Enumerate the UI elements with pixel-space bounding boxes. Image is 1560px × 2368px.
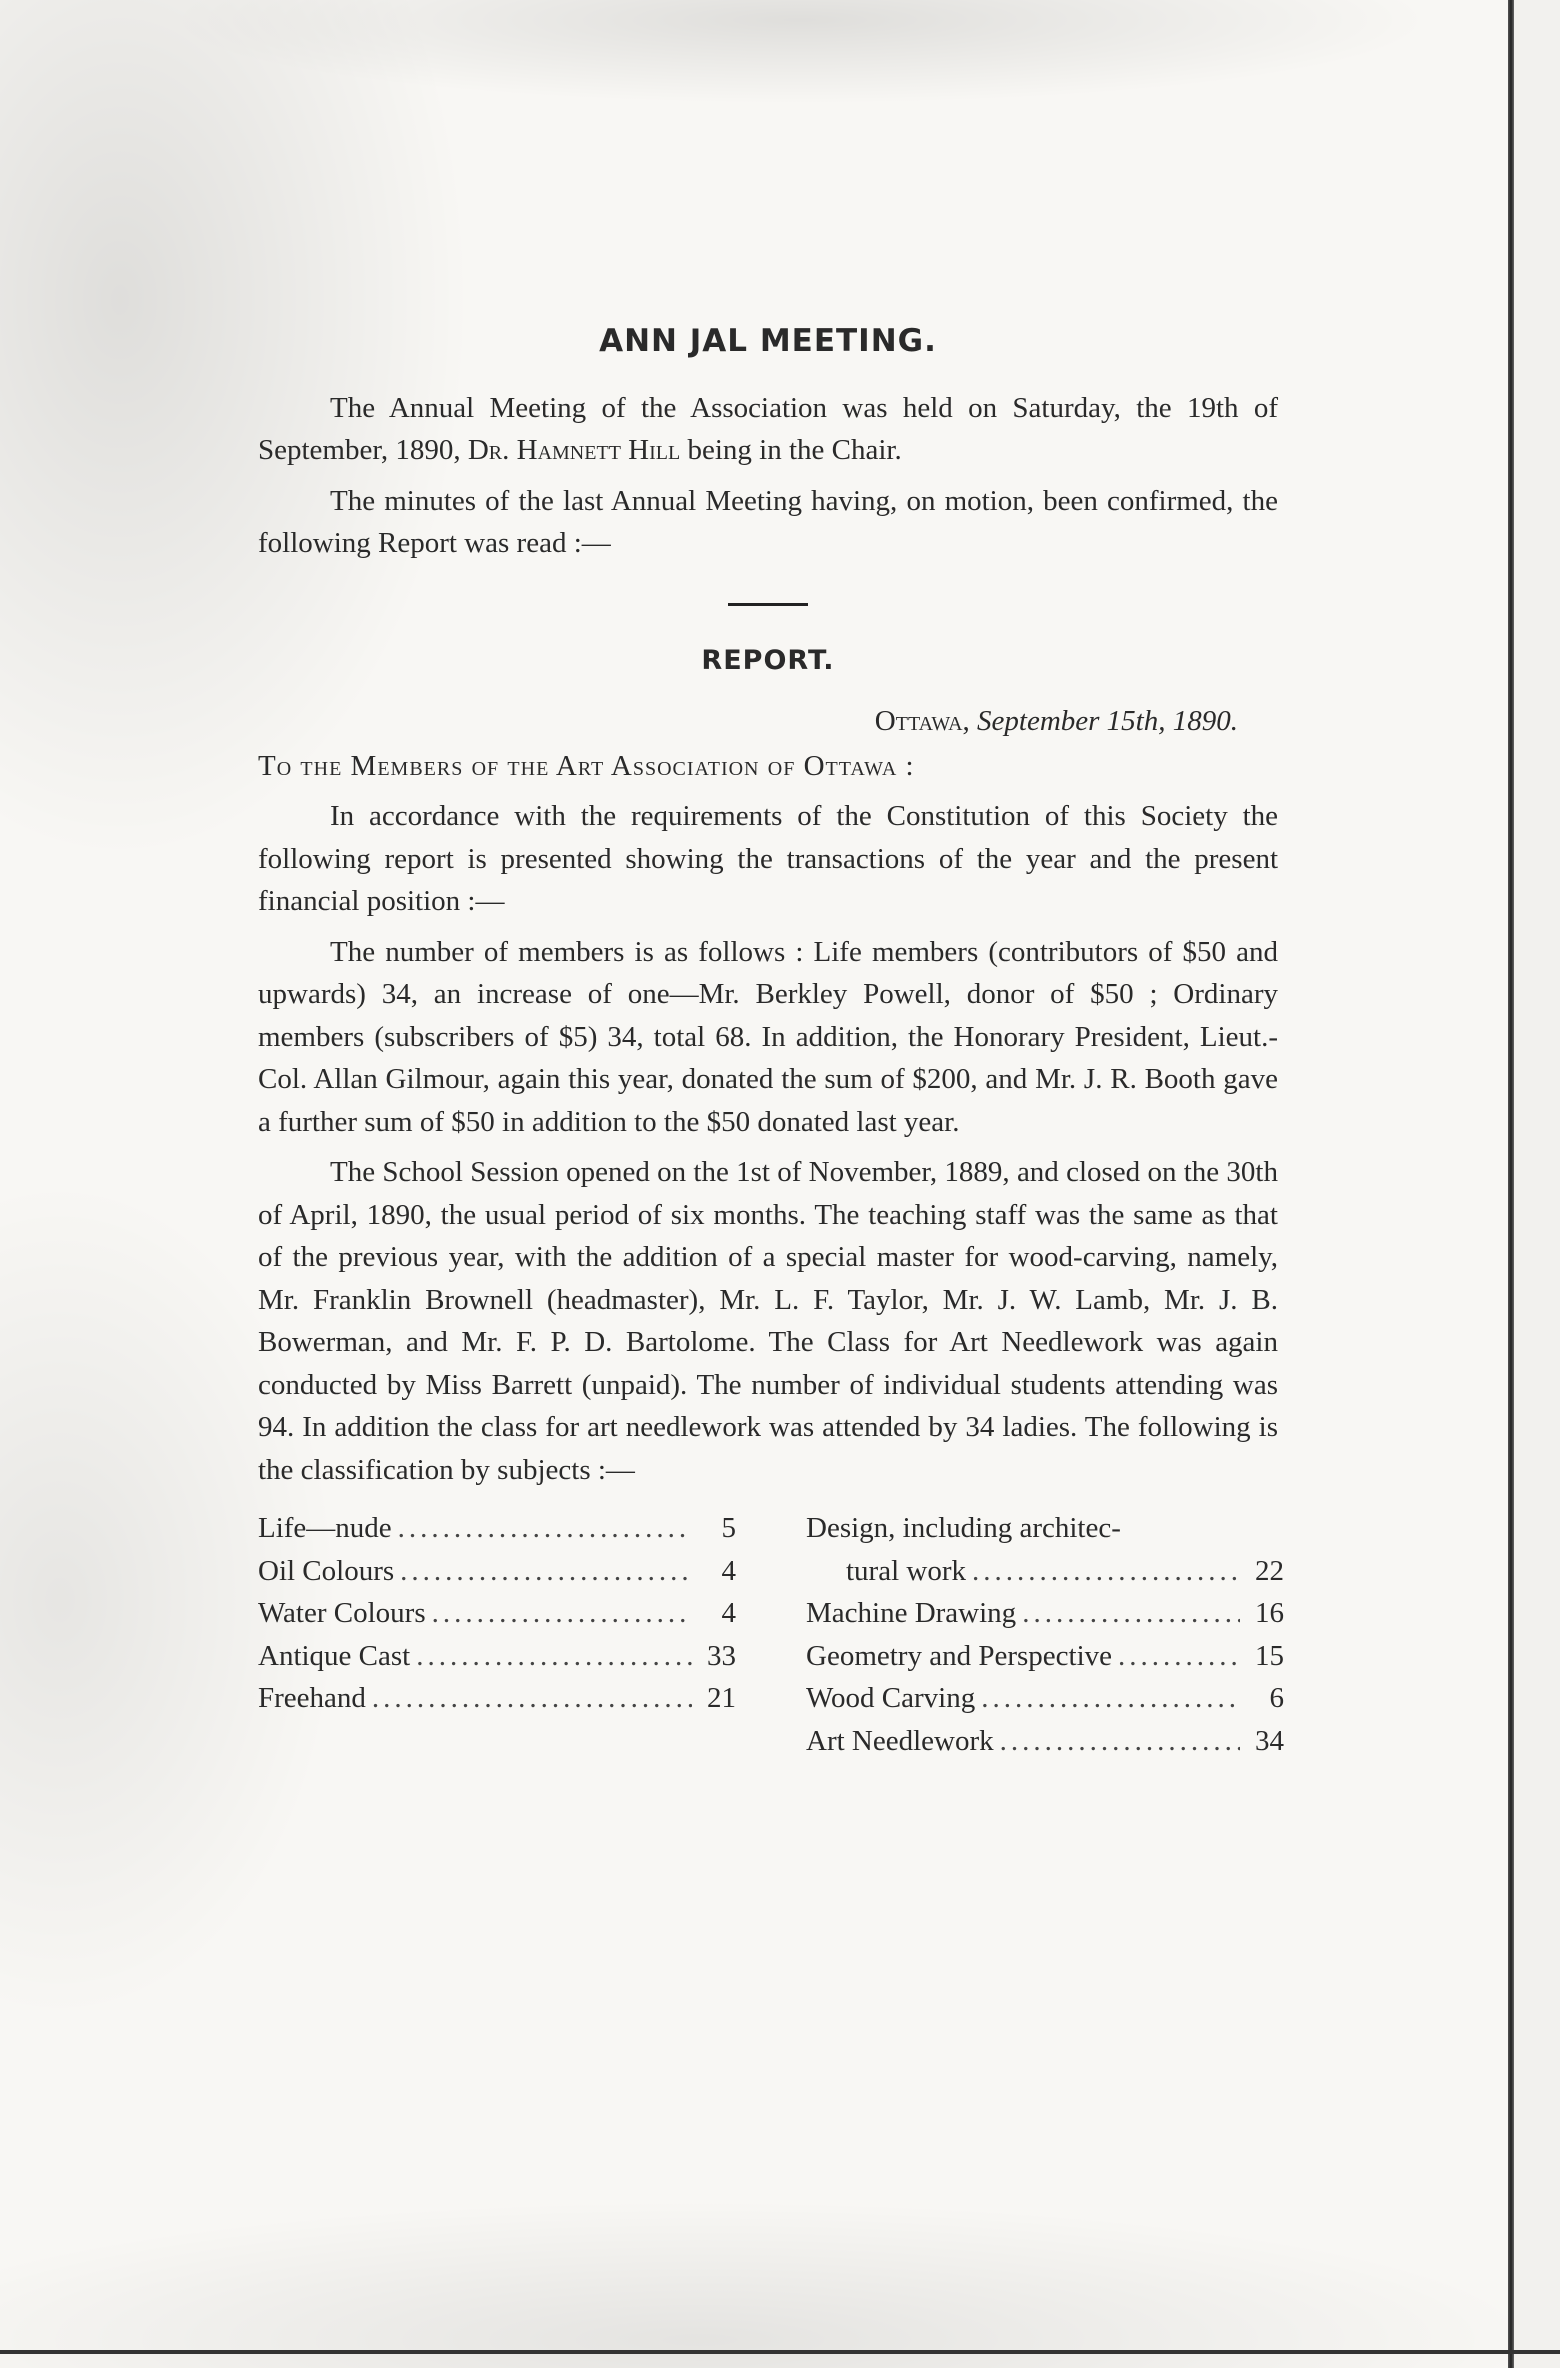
chair-name: Dr. Hamnett Hill — [467, 434, 681, 466]
section-divider — [728, 603, 808, 606]
intro-text: The Annual Meeting of the Association was held on Saturday, the 19th of September, 1890, — [258, 391, 1278, 466]
list-item: Machine Drawing ..... 16 — [806, 1592, 1284, 1635]
intro-paragraph-1 — [258, 387, 1278, 472]
dateline-date: September 15th, 1890. — [977, 705, 1238, 737]
class-list-left — [258, 1507, 736, 1720]
report-paragraph-2: The number of members is as follows : Life members (contributors of $50 and upwards) 34, an increase of one—Mr. Berkley Powell, donor of $50 ; Ordinary members (subscribers of $5) 34, total 68. In addition, the Honorary President, Lieut.-Col. Allan Gilmour, again this year, donated the sum of $200, and Mr. J. R. Booth gave a further sum of $50 in addition to the $50 donated last year. — [258, 935, 1278, 1138]
page-title: ANN JAL MEETING. — [599, 323, 937, 359]
dateline — [258, 700, 1278, 743]
report-paragraph-3: The School Session opened on the 1st of November, 1889, and closed on the 30th of April, 1890, the usual period of six months. The teaching staff was the same as that of the previous year, with the addition of a special master for wood-carving, namely, Mr. Franklin Brownell (headmaster), Mr. L. F. Taylor, Mr. J. W. Lamb, Mr. J. B. Bowerman, and Mr. F. P. D. Bartolome. The Class for Art Needlework was again conducted by Miss Barrett (unpaid). The number of individual students attending was 94. In addition the class for art needlework was attended by 34 ladies. The following is the classification by subjects :— — [258, 1156, 1278, 1486]
dateline-place: Ottawa, — [874, 705, 970, 737]
list-item: Geometry and Perspective ..... 15 — [806, 1635, 1284, 1678]
list-item: Water Colours ..... 4 — [258, 1592, 736, 1635]
list-item: tural work ..... 22 — [806, 1550, 1284, 1593]
binding-edge — [1508, 0, 1514, 2368]
intro-paragraph-2: The minutes of the last Annual Meeting having, on motion, been confirmed, the following Report was read :— — [258, 484, 1278, 559]
list-item: Antique Cast ..... 33 — [258, 1635, 736, 1678]
list-item: Art Needlework ..... 34 — [806, 1720, 1284, 1763]
list-item: Wood Carving ..... 6 — [806, 1677, 1284, 1720]
page-margin-right — [1514, 0, 1560, 2368]
list-item: Freehand ..... 21 — [258, 1677, 736, 1720]
bottom-edge — [0, 2350, 1560, 2354]
salutation: To the Members of the Art Association of Ottawa : — [258, 749, 915, 782]
list-item: Design, including architec- — [806, 1512, 1121, 1544]
list-item: Oil Colours ..... 4 — [258, 1550, 736, 1593]
document-body — [258, 320, 1284, 1777]
report-paragraph-1: In accordance with the requirements of the Constitution of this Society the following report is presented showing the transactions of the year and the present financial position :— — [258, 800, 1278, 917]
class-list-right — [806, 1507, 1284, 1762]
list-item: Life—nude ..... 5 — [258, 1507, 736, 1550]
class-list — [258, 1507, 1284, 1777]
report-heading: REPORT. — [701, 644, 835, 676]
intro-text-end: being in the Chair. — [680, 434, 902, 466]
